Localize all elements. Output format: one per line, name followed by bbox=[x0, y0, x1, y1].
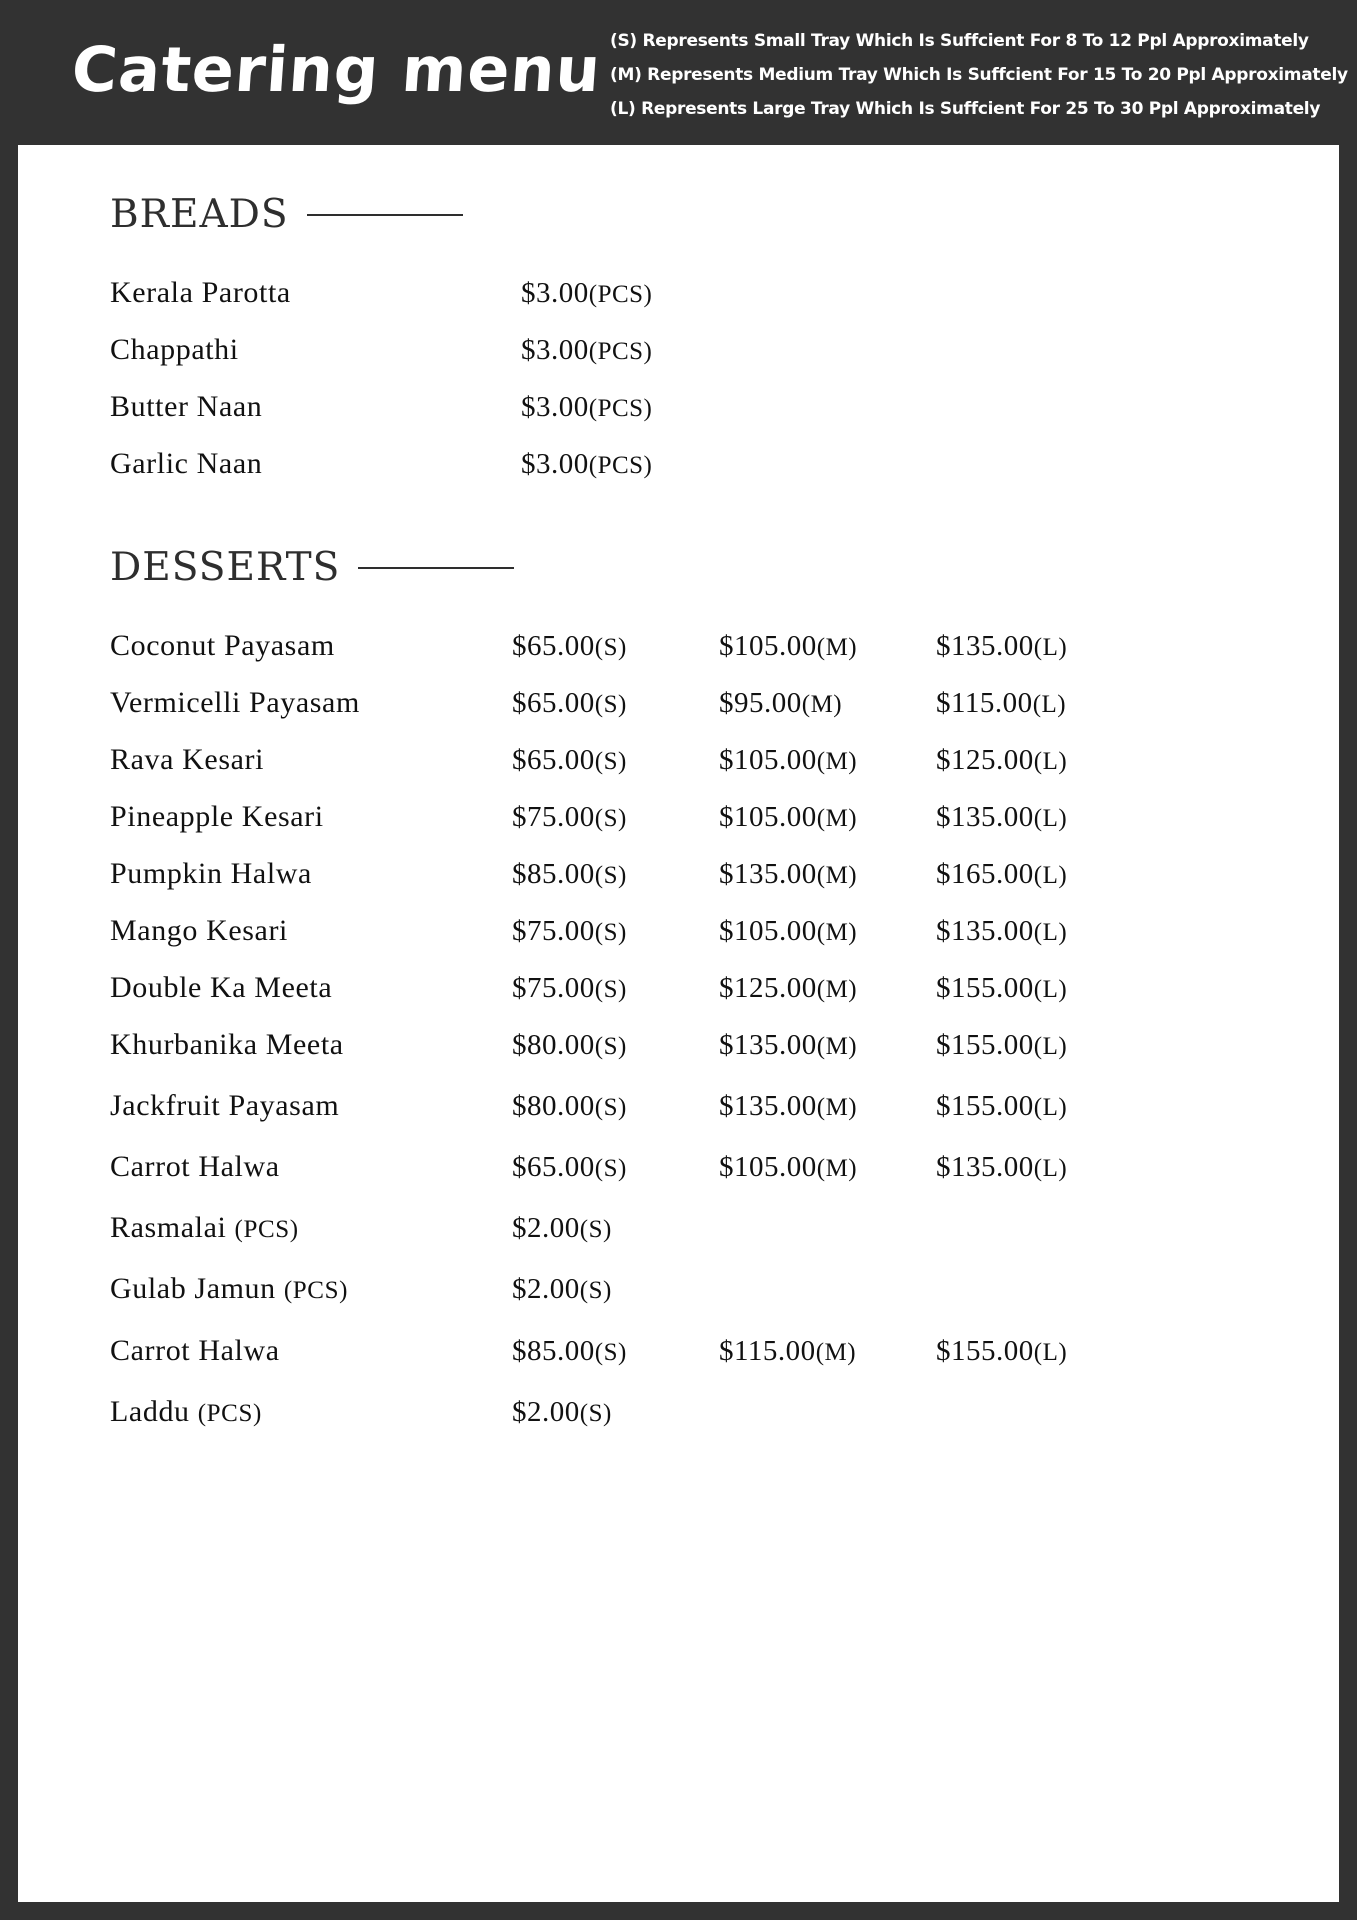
dessert-price-m bbox=[719, 683, 842, 725]
dessert-name-text: Rava Kesari bbox=[110, 743, 265, 776]
dessert-name-text: Double Ka Meeta bbox=[110, 971, 333, 1004]
dessert-price-m bbox=[719, 911, 857, 953]
price-amount: $80.00 bbox=[512, 1029, 595, 1061]
price-amount: $3.00 bbox=[521, 277, 589, 309]
dessert-price-m bbox=[719, 854, 857, 896]
dessert-name-text: Pumpkin Halwa bbox=[110, 857, 312, 890]
dessert-name-text: Jackfruit Payasam bbox=[110, 1089, 340, 1122]
dessert-price-l bbox=[936, 1025, 1067, 1067]
dessert-name-text: Carrot Halwa bbox=[110, 1334, 280, 1367]
price-amount: $135.00 bbox=[719, 1029, 817, 1061]
price-size: (L) bbox=[1033, 805, 1068, 832]
dessert-price-l bbox=[936, 626, 1067, 668]
dessert-price-m bbox=[719, 740, 857, 782]
dessert-price-l bbox=[936, 911, 1067, 953]
price-amount: $75.00 bbox=[512, 801, 595, 833]
menu-panel bbox=[18, 145, 1339, 1902]
price-size: (M) bbox=[816, 748, 858, 775]
price-size: (S) bbox=[594, 1094, 627, 1121]
price-amount: $65.00 bbox=[512, 687, 595, 719]
price-amount: $115.00 bbox=[936, 687, 1033, 719]
dessert-price-s bbox=[512, 626, 627, 668]
dessert-price-s bbox=[512, 1086, 627, 1128]
price-unit: (PCS) bbox=[588, 281, 653, 308]
heading-rule bbox=[358, 567, 514, 569]
dessert-price-s bbox=[512, 968, 627, 1010]
dessert-price-s bbox=[512, 1331, 627, 1373]
dessert-item-name bbox=[110, 1331, 280, 1371]
price-size: (S) bbox=[594, 919, 627, 946]
bread-item-name: Chappathi bbox=[110, 333, 239, 366]
price-amount: $80.00 bbox=[512, 1090, 595, 1122]
price-amount: $3.00 bbox=[521, 334, 589, 366]
dessert-price-m bbox=[719, 797, 857, 839]
dessert-item-name bbox=[110, 1269, 348, 1311]
price-unit: (PCS) bbox=[588, 338, 653, 365]
price-amount: $2.00 bbox=[512, 1212, 580, 1244]
dessert-item-name bbox=[110, 683, 360, 723]
price-amount: $65.00 bbox=[512, 630, 595, 662]
price-amount: $105.00 bbox=[719, 744, 817, 776]
price-size: (S) bbox=[579, 1400, 612, 1427]
price-size: (S) bbox=[594, 862, 627, 889]
bread-item-price bbox=[521, 273, 652, 315]
dessert-price-l bbox=[936, 1147, 1067, 1189]
bread-item-name: Butter Naan bbox=[110, 390, 263, 423]
price-amount: $85.00 bbox=[512, 858, 595, 890]
size-legend bbox=[610, 24, 1348, 126]
heading-rule bbox=[307, 214, 463, 216]
dessert-price-s bbox=[512, 1392, 612, 1434]
price-amount: $65.00 bbox=[512, 1151, 595, 1183]
price-amount: $135.00 bbox=[936, 1151, 1034, 1183]
dessert-price-m bbox=[719, 1025, 857, 1067]
dessert-price-s bbox=[512, 1269, 612, 1311]
dessert-price-s bbox=[512, 740, 627, 782]
dessert-name-text: Carrot Halwa bbox=[110, 1150, 280, 1183]
dessert-price-s bbox=[512, 1025, 627, 1067]
price-amount: $135.00 bbox=[936, 630, 1034, 662]
price-size: (M) bbox=[816, 862, 858, 889]
price-size: (M) bbox=[816, 1155, 858, 1182]
price-size: (S) bbox=[579, 1277, 612, 1304]
price-amount: $135.00 bbox=[936, 801, 1034, 833]
dessert-item-name bbox=[110, 626, 335, 666]
price-amount: $3.00 bbox=[521, 448, 589, 480]
legend-medium: (M) Represents Medium Tray Which Is Suffcient For 15 To 20 Ppl Approximately bbox=[610, 65, 1348, 85]
price-amount: $165.00 bbox=[936, 858, 1034, 890]
dessert-price-s bbox=[512, 1208, 612, 1250]
dessert-price-m bbox=[719, 626, 857, 668]
price-size: (L) bbox=[1033, 919, 1068, 946]
price-size: (L) bbox=[1033, 1339, 1068, 1366]
dessert-item-name bbox=[110, 911, 288, 951]
dessert-price-m bbox=[719, 968, 857, 1010]
dessert-name-text: Vermicelli Payasam bbox=[110, 686, 360, 719]
price-amount: $125.00 bbox=[719, 972, 817, 1004]
price-amount: $155.00 bbox=[936, 972, 1034, 1004]
dessert-price-m bbox=[719, 1147, 857, 1189]
breads-heading-text: BREADS bbox=[110, 192, 289, 237]
price-size: (M) bbox=[816, 919, 858, 946]
price-size: (S) bbox=[594, 1339, 627, 1366]
price-amount: $75.00 bbox=[512, 972, 595, 1004]
price-amount: $2.00 bbox=[512, 1396, 580, 1428]
price-size: (S) bbox=[579, 1216, 612, 1243]
price-size: (L) bbox=[1033, 1033, 1068, 1060]
price-size: (L) bbox=[1032, 691, 1067, 718]
dessert-unit: (PCS) bbox=[234, 1216, 299, 1243]
price-size: (S) bbox=[594, 805, 627, 832]
price-size: (M) bbox=[816, 805, 858, 832]
price-amount: $105.00 bbox=[719, 1151, 817, 1183]
dessert-item-name bbox=[110, 1025, 344, 1065]
price-size: (M) bbox=[816, 634, 858, 661]
dessert-price-s bbox=[512, 683, 627, 725]
legend-small: (S) Represents Small Tray Which Is Suffcient For 8 To 12 Ppl Approximately bbox=[610, 31, 1309, 51]
header bbox=[0, 0, 1357, 145]
dessert-item-name bbox=[110, 1147, 280, 1187]
price-amount: $155.00 bbox=[936, 1090, 1034, 1122]
price-amount: $75.00 bbox=[512, 915, 595, 947]
price-amount: $95.00 bbox=[719, 687, 802, 719]
breads-heading bbox=[110, 192, 463, 237]
dessert-unit: (PCS) bbox=[283, 1277, 348, 1304]
price-amount: $65.00 bbox=[512, 744, 595, 776]
menu-title: Catering menu bbox=[69, 33, 604, 106]
price-amount: $105.00 bbox=[719, 801, 817, 833]
dessert-price-m bbox=[719, 1331, 856, 1373]
price-amount: $155.00 bbox=[936, 1335, 1034, 1367]
price-amount: $105.00 bbox=[719, 630, 817, 662]
dessert-item-name bbox=[110, 1086, 339, 1126]
price-size: (S) bbox=[594, 976, 627, 1003]
price-size: (L) bbox=[1033, 1094, 1068, 1121]
dessert-price-l bbox=[936, 740, 1067, 782]
desserts-heading bbox=[110, 545, 514, 590]
price-size: (L) bbox=[1033, 634, 1068, 661]
price-amount: $155.00 bbox=[936, 1029, 1034, 1061]
price-size: (L) bbox=[1033, 748, 1068, 775]
price-size: (S) bbox=[594, 634, 627, 661]
dessert-price-s bbox=[512, 797, 627, 839]
price-size: (L) bbox=[1033, 862, 1068, 889]
dessert-item-name bbox=[110, 740, 264, 780]
bread-item-price bbox=[521, 387, 652, 429]
price-unit: (PCS) bbox=[588, 395, 653, 422]
bread-item-name: Kerala Parotta bbox=[110, 276, 291, 309]
price-amount: $115.00 bbox=[719, 1335, 816, 1367]
dessert-item-name bbox=[110, 854, 312, 894]
price-size: (S) bbox=[594, 1155, 627, 1182]
price-size: (M) bbox=[816, 976, 858, 1003]
dessert-price-l bbox=[936, 683, 1066, 725]
price-amount: $135.00 bbox=[719, 858, 817, 890]
bread-item-name: Garlic Naan bbox=[110, 447, 263, 480]
dessert-item-name bbox=[110, 1208, 299, 1250]
dessert-name-text: Rasmalai bbox=[110, 1211, 227, 1244]
price-amount: $135.00 bbox=[719, 1090, 817, 1122]
price-size: (S) bbox=[594, 691, 627, 718]
price-amount: $105.00 bbox=[719, 915, 817, 947]
price-size: (S) bbox=[594, 748, 627, 775]
dessert-price-s bbox=[512, 911, 627, 953]
price-amount: $125.00 bbox=[936, 744, 1034, 776]
dessert-price-l bbox=[936, 1086, 1067, 1128]
dessert-price-s bbox=[512, 1147, 627, 1189]
bread-item-price bbox=[521, 330, 652, 372]
dessert-name-text: Khurbanika Meeta bbox=[110, 1028, 344, 1061]
price-size: (L) bbox=[1033, 976, 1068, 1003]
dessert-name-text: Mango Kesari bbox=[110, 914, 288, 947]
dessert-price-l bbox=[936, 968, 1067, 1010]
price-amount: $85.00 bbox=[512, 1335, 595, 1367]
price-amount: $2.00 bbox=[512, 1273, 580, 1305]
dessert-price-s bbox=[512, 854, 627, 896]
price-size: (M) bbox=[801, 691, 843, 718]
dessert-price-l bbox=[936, 1331, 1067, 1373]
price-amount: $135.00 bbox=[936, 915, 1034, 947]
desserts-heading-text: DESSERTS bbox=[110, 545, 341, 590]
dessert-price-m bbox=[719, 1086, 857, 1128]
dessert-price-l bbox=[936, 797, 1067, 839]
dessert-name-text: Laddu bbox=[110, 1395, 190, 1428]
dessert-name-text: Coconut Payasam bbox=[110, 629, 335, 662]
price-size: (M) bbox=[816, 1094, 858, 1121]
dessert-name-text: Pineapple Kesari bbox=[110, 800, 324, 833]
dessert-item-name bbox=[110, 1392, 262, 1434]
price-size: (M) bbox=[815, 1339, 857, 1366]
dessert-unit: (PCS) bbox=[197, 1400, 262, 1427]
bread-item-price bbox=[521, 444, 652, 486]
dessert-item-name bbox=[110, 797, 324, 837]
price-unit: (PCS) bbox=[588, 452, 653, 479]
price-size: (L) bbox=[1033, 1155, 1068, 1182]
dessert-name-text: Gulab Jamun bbox=[110, 1272, 276, 1305]
legend-large: (L) Represents Large Tray Which Is Suffcient For 25 To 30 Ppl Approximately bbox=[610, 99, 1321, 119]
price-size: (M) bbox=[816, 1033, 858, 1060]
dessert-item-name bbox=[110, 968, 332, 1008]
price-amount: $3.00 bbox=[521, 391, 589, 423]
dessert-price-l bbox=[936, 854, 1067, 896]
price-size: (S) bbox=[594, 1033, 627, 1060]
